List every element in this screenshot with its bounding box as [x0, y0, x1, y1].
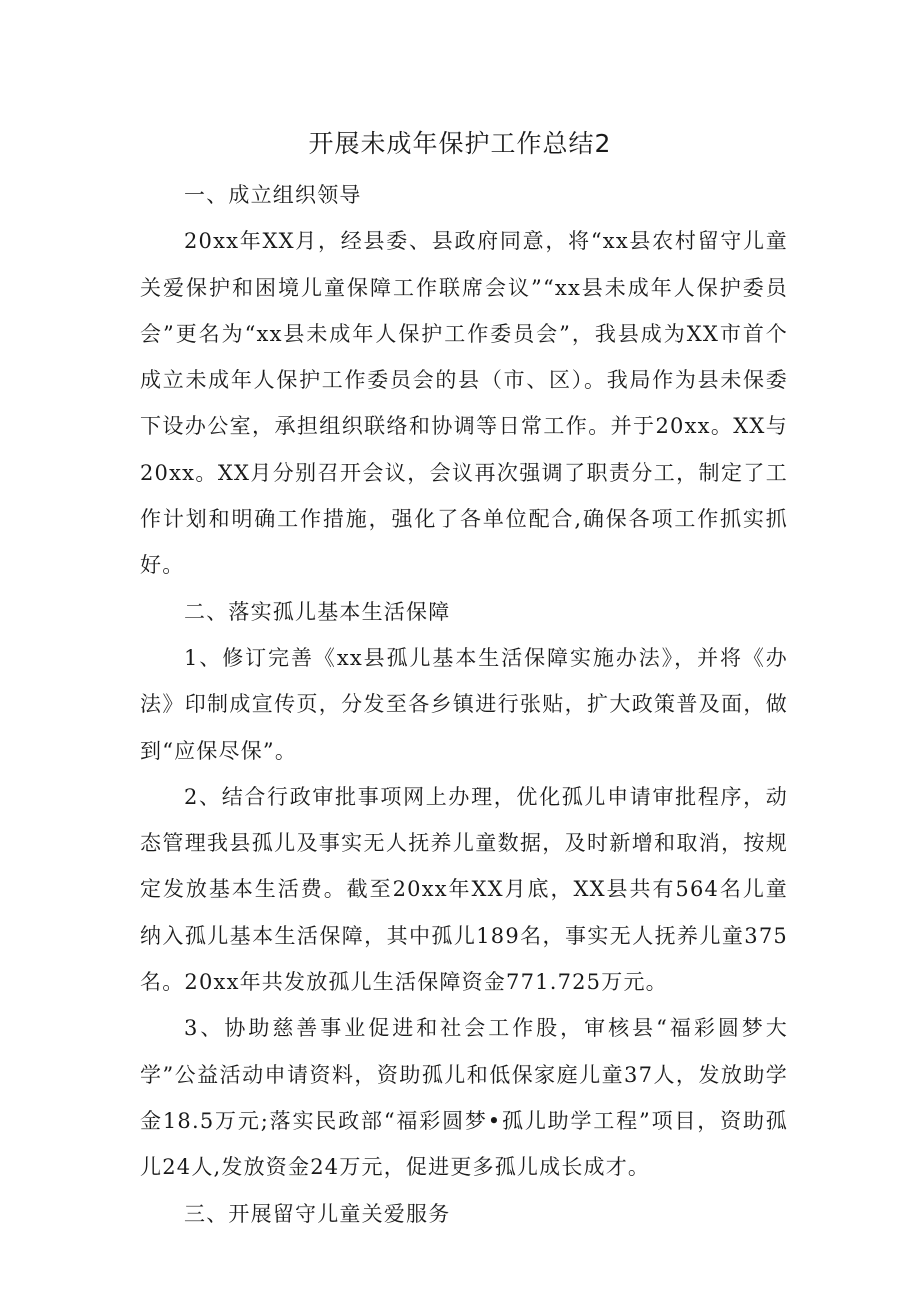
paragraph-item-3: 3、协助慈善事业促进和社会工作股，审核县“福彩圆梦大学”公益活动申请资料，资助孤儿和低保家庭儿童37人，发放助学金18.5万元;落实民政部“福彩圆梦•孤儿助学工程”项目，资助孤儿24人,发放资金24万元，促进更多孤儿成长成才。 [140, 1016, 788, 1180]
section-heading-3: 三、开展留守儿童关爱服务 [184, 1201, 451, 1226]
section-heading-1: 一、成立组织领导 [184, 183, 362, 207]
section-heading-2: 二、落实孤儿基本生活保障 [184, 599, 451, 624]
document-title: 开展未成年保护工作总结2 [308, 129, 612, 158]
paragraph-item-2: 2、结合行政审批事项网上办理，优化孤儿申请审批程序，动态管理我县孤儿及事实无人抚养儿童数据，及时新增和取消，按规定发放基本生活费。截至20xx年XX月底，XX县共有564名儿童纳入孤儿基本生活保障，其中孤儿189名，事实无人抚养儿童375名。20xx年共发放孤儿生活保障资金771.725万元。 [140, 784, 788, 995]
document-body [140, 172, 788, 1237]
paragraph-item-1: 1、修订完善《xx县孤儿基本生活保障实施办法》，并将《办法》印制成宣传页，分发至各乡镇进行张贴，扩大政策普及面，做到“应保尽保”。 [140, 645, 788, 763]
paragraph-organization: 20xx年XX月，经县委、县政府同意，将“xx县农村留守儿童关爱保护和困境儿童保障工作联席会议”“xx县未成年人保护委员会”更名为“xx县未成年人保护工作委员会”，我县成为XX市首个成立未成年人保护工作委员会的县（市、区）。我局作为县未保委下设办公室，承担组织联络和协调等日常工作。并于20xx。XX与20xx。XX月分别召开会议，会议再次强调了职责分工，制定了工作计划和明确工作措施，强化了各单位配合,确保各项工作抓实抓好。 [140, 229, 788, 578]
